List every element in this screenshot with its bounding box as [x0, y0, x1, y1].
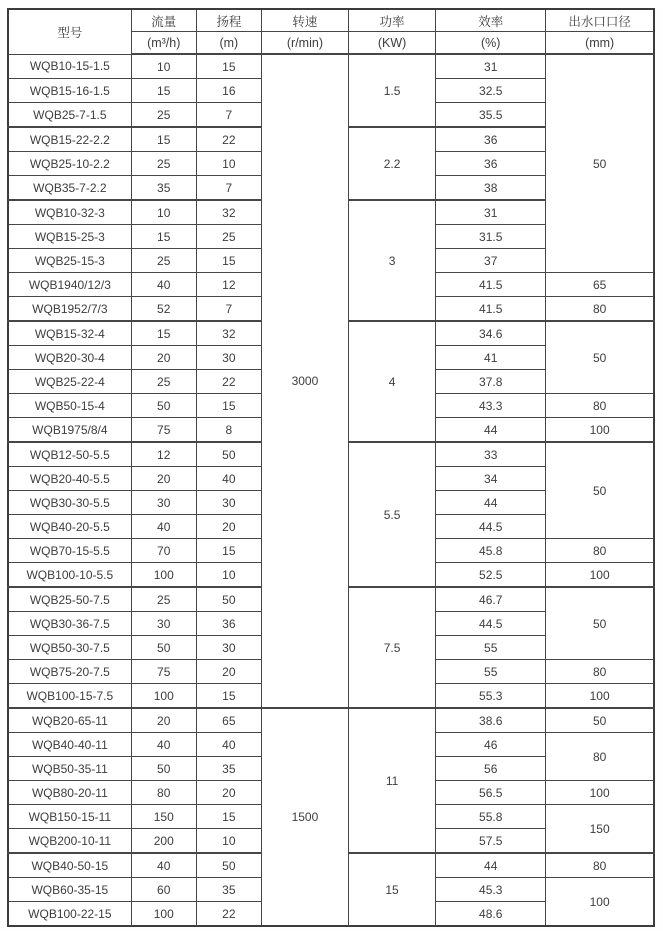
efficiency-cell: 31.5 [436, 225, 546, 249]
efficiency-cell: 55 [436, 660, 546, 684]
model-cell: WQB50-35-11 [8, 757, 131, 781]
efficiency-cell: 41 [436, 346, 546, 370]
outlet-cell: 100 [546, 418, 654, 443]
efficiency-cell: 36 [436, 152, 546, 176]
head-cell: 15 [196, 539, 261, 563]
head-cell: 16 [196, 79, 261, 103]
model-cell: WQB12-50-5.5 [8, 442, 131, 467]
outlet-cell: 100 [546, 684, 654, 709]
efficiency-cell: 38 [436, 176, 546, 201]
model-cell: WQB60-35-15 [8, 878, 131, 902]
outlet-cell: 100 [546, 878, 654, 927]
efficiency-cell: 34 [436, 467, 546, 491]
model-cell: WQB30-30-5.5 [8, 491, 131, 515]
efficiency-cell: 46 [436, 733, 546, 757]
flow-cell: 20 [131, 346, 196, 370]
power-cell: 3 [349, 200, 436, 321]
col-header-head: 扬程 [196, 9, 261, 32]
head-cell: 65 [196, 708, 261, 733]
efficiency-cell: 56.5 [436, 781, 546, 805]
head-cell: 20 [196, 781, 261, 805]
head-cell: 36 [196, 612, 261, 636]
flow-cell: 50 [131, 757, 196, 781]
head-cell: 8 [196, 418, 261, 443]
outlet-cell: 100 [546, 781, 654, 805]
flow-cell: 75 [131, 418, 196, 443]
head-cell: 10 [196, 563, 261, 588]
flow-cell: 100 [131, 563, 196, 588]
head-cell: 30 [196, 491, 261, 515]
head-cell: 35 [196, 757, 261, 781]
col-header-model: 型号 [8, 9, 131, 54]
flow-cell: 52 [131, 297, 196, 322]
head-cell: 15 [196, 805, 261, 829]
head-cell: 50 [196, 442, 261, 467]
head-cell: 32 [196, 321, 261, 346]
power-cell: 2.2 [349, 127, 436, 200]
table-header [8, 9, 654, 54]
flow-cell: 100 [131, 902, 196, 927]
efficiency-cell: 33 [436, 442, 546, 467]
outlet-cell: 50 [546, 54, 654, 273]
model-cell: WQB25-10-2.2 [8, 152, 131, 176]
model-cell: WQB50-30-7.5 [8, 636, 131, 660]
model-cell: WQB25-15-3 [8, 249, 131, 273]
col-unit-speed: (r/min) [261, 32, 348, 55]
flow-cell: 10 [131, 54, 196, 79]
head-cell: 10 [196, 152, 261, 176]
efficiency-cell: 38.6 [436, 708, 546, 733]
outlet-cell: 50 [546, 321, 654, 394]
col-unit-head: (m) [196, 32, 261, 55]
head-cell: 25 [196, 225, 261, 249]
flow-cell: 40 [131, 273, 196, 297]
head-cell: 30 [196, 636, 261, 660]
model-cell: WQB1975/8/4 [8, 418, 131, 443]
efficiency-cell: 56 [436, 757, 546, 781]
head-cell: 12 [196, 273, 261, 297]
outlet-cell: 50 [546, 442, 654, 539]
head-cell: 50 [196, 587, 261, 612]
power-cell: 1.5 [349, 54, 436, 127]
model-cell: WQB1952/7/3 [8, 297, 131, 322]
outlet-cell: 65 [546, 273, 654, 297]
outlet-cell: 80 [546, 539, 654, 563]
head-cell: 20 [196, 660, 261, 684]
flow-cell: 15 [131, 127, 196, 152]
head-cell: 22 [196, 370, 261, 394]
model-cell: WQB15-16-1.5 [8, 79, 131, 103]
outlet-cell: 50 [546, 587, 654, 660]
flow-cell: 80 [131, 781, 196, 805]
efficiency-cell: 41.5 [436, 273, 546, 297]
flow-cell: 15 [131, 79, 196, 103]
head-cell: 20 [196, 515, 261, 539]
model-cell: WQB200-10-11 [8, 829, 131, 854]
flow-cell: 75 [131, 660, 196, 684]
head-cell: 40 [196, 467, 261, 491]
col-unit-power: (KW) [349, 32, 436, 55]
efficiency-cell: 35.5 [436, 103, 546, 128]
flow-cell: 20 [131, 708, 196, 733]
flow-cell: 100 [131, 684, 196, 709]
head-cell: 32 [196, 200, 261, 225]
efficiency-cell: 45.8 [436, 539, 546, 563]
flow-cell: 15 [131, 225, 196, 249]
efficiency-cell: 32.5 [436, 79, 546, 103]
flow-cell: 40 [131, 733, 196, 757]
head-cell: 30 [196, 346, 261, 370]
model-cell: WQB25-7-1.5 [8, 103, 131, 128]
flow-cell: 10 [131, 200, 196, 225]
model-cell: WQB10-32-3 [8, 200, 131, 225]
head-cell: 7 [196, 103, 261, 128]
pump-spec-table [7, 8, 655, 927]
outlet-cell: 80 [546, 853, 654, 878]
head-cell: 50 [196, 853, 261, 878]
model-cell: WQB100-15-7.5 [8, 684, 131, 709]
head-cell: 15 [196, 54, 261, 79]
flow-cell: 150 [131, 805, 196, 829]
flow-cell: 200 [131, 829, 196, 854]
efficiency-cell: 37 [436, 249, 546, 273]
efficiency-cell: 55.3 [436, 684, 546, 709]
efficiency-cell: 45.3 [436, 878, 546, 902]
model-cell: WQB80-20-11 [8, 781, 131, 805]
efficiency-cell: 34.6 [436, 321, 546, 346]
power-cell: 11 [349, 708, 436, 853]
head-cell: 15 [196, 394, 261, 418]
efficiency-cell: 55 [436, 636, 546, 660]
speed-cell: 1500 [261, 708, 348, 926]
model-cell: WQB20-30-4 [8, 346, 131, 370]
model-cell: WQB100-10-5.5 [8, 563, 131, 588]
head-cell: 7 [196, 176, 261, 201]
header-title-row [8, 9, 654, 32]
efficiency-cell: 41.5 [436, 297, 546, 322]
power-cell: 15 [349, 853, 436, 926]
col-header-outlet: 出水口口径 [546, 9, 654, 32]
power-cell: 5.5 [349, 442, 436, 587]
model-cell: WQB15-32-4 [8, 321, 131, 346]
flow-cell: 50 [131, 636, 196, 660]
efficiency-cell: 52.5 [436, 563, 546, 588]
model-cell: WQB15-22-2.2 [8, 127, 131, 152]
flow-cell: 70 [131, 539, 196, 563]
page [0, 8, 663, 931]
model-cell: WQB20-65-11 [8, 708, 131, 733]
efficiency-cell: 46.7 [436, 587, 546, 612]
efficiency-cell: 44 [436, 418, 546, 443]
outlet-cell: 50 [546, 708, 654, 733]
col-header-flow: 流量 [131, 9, 196, 32]
model-cell: WQB40-50-15 [8, 853, 131, 878]
efficiency-cell: 36 [436, 127, 546, 152]
model-cell: WQB40-20-5.5 [8, 515, 131, 539]
flow-cell: 40 [131, 853, 196, 878]
outlet-cell: 100 [546, 563, 654, 588]
flow-cell: 60 [131, 878, 196, 902]
outlet-cell: 80 [546, 394, 654, 418]
flow-cell: 25 [131, 370, 196, 394]
head-cell: 15 [196, 249, 261, 273]
head-cell: 22 [196, 902, 261, 927]
model-cell: WQB10-15-1.5 [8, 54, 131, 79]
flow-cell: 25 [131, 587, 196, 612]
efficiency-cell: 44.5 [436, 612, 546, 636]
col-header-power: 功率 [349, 9, 436, 32]
flow-cell: 15 [131, 321, 196, 346]
col-header-speed: 转速 [261, 9, 348, 32]
flow-cell: 30 [131, 612, 196, 636]
efficiency-cell: 31 [436, 200, 546, 225]
table-row [8, 708, 654, 733]
model-cell: WQB25-22-4 [8, 370, 131, 394]
efficiency-cell: 57.5 [436, 829, 546, 854]
speed-cell: 3000 [261, 54, 348, 708]
table-body [8, 54, 654, 926]
model-cell: WQB20-40-5.5 [8, 467, 131, 491]
model-cell: WQB50-15-4 [8, 394, 131, 418]
flow-cell: 50 [131, 394, 196, 418]
power-cell: 4 [349, 321, 436, 442]
model-cell: WQB150-15-11 [8, 805, 131, 829]
efficiency-cell: 44 [436, 491, 546, 515]
model-cell: WQB75-20-7.5 [8, 660, 131, 684]
outlet-cell: 80 [546, 660, 654, 684]
efficiency-cell: 37.8 [436, 370, 546, 394]
flow-cell: 40 [131, 515, 196, 539]
efficiency-cell: 44 [436, 853, 546, 878]
power-cell: 7.5 [349, 587, 436, 708]
flow-cell: 25 [131, 152, 196, 176]
flow-cell: 20 [131, 467, 196, 491]
flow-cell: 12 [131, 442, 196, 467]
outlet-cell: 80 [546, 733, 654, 781]
efficiency-cell: 55.8 [436, 805, 546, 829]
flow-cell: 25 [131, 249, 196, 273]
model-cell: WQB35-7-2.2 [8, 176, 131, 201]
model-cell: WQB1940/12/3 [8, 273, 131, 297]
efficiency-cell: 48.6 [436, 902, 546, 927]
efficiency-cell: 43.3 [436, 394, 546, 418]
col-unit-efficiency: (%) [436, 32, 546, 55]
col-unit-flow: (m³/h) [131, 32, 196, 55]
col-header-efficiency: 效率 [436, 9, 546, 32]
model-cell: WQB15-25-3 [8, 225, 131, 249]
efficiency-cell: 31 [436, 54, 546, 79]
head-cell: 15 [196, 684, 261, 709]
flow-cell: 30 [131, 491, 196, 515]
head-cell: 7 [196, 297, 261, 322]
head-cell: 22 [196, 127, 261, 152]
head-cell: 35 [196, 878, 261, 902]
flow-cell: 25 [131, 103, 196, 128]
head-cell: 10 [196, 829, 261, 854]
model-cell: WQB25-50-7.5 [8, 587, 131, 612]
model-cell: WQB100-22-15 [8, 902, 131, 927]
model-cell: WQB40-40-11 [8, 733, 131, 757]
outlet-cell: 150 [546, 805, 654, 854]
model-cell: WQB70-15-5.5 [8, 539, 131, 563]
flow-cell: 35 [131, 176, 196, 201]
model-cell: WQB30-36-7.5 [8, 612, 131, 636]
efficiency-cell: 44.5 [436, 515, 546, 539]
table-row [8, 54, 654, 79]
col-unit-outlet: (mm) [546, 32, 654, 55]
outlet-cell: 80 [546, 297, 654, 322]
head-cell: 40 [196, 733, 261, 757]
